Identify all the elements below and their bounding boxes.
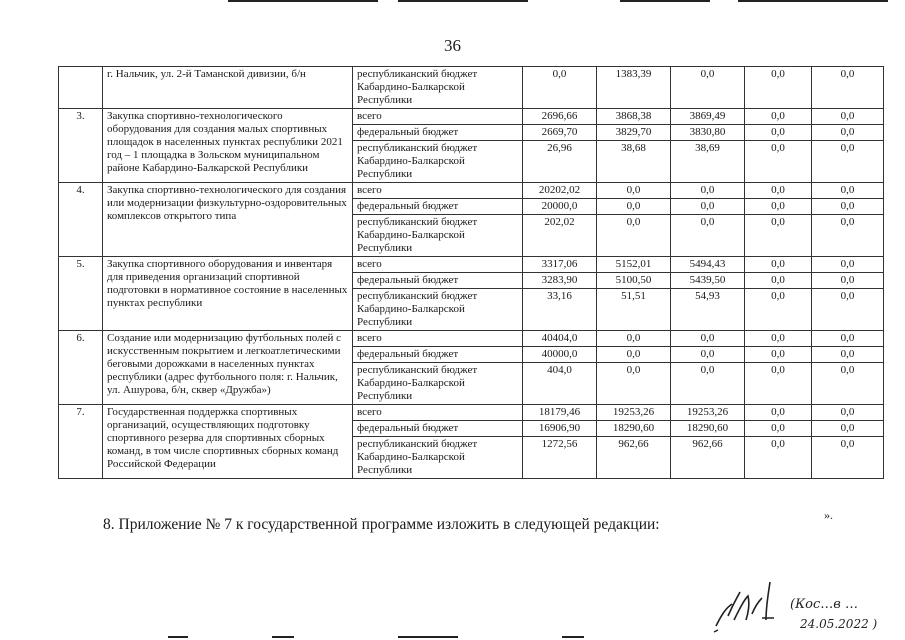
table-row [59, 183, 884, 199]
item-number-cell: 7. [59, 405, 103, 479]
amount-cell: 38,69 [671, 141, 745, 183]
amount-cell: 5152,01 [597, 257, 671, 273]
handwritten-signature [704, 574, 894, 634]
measure-description-cell: Закупка спортивно-технологического оборудования для создания малых спортивных площадок в населенных пунктах республики 2021 год – 1 площадка в Зольском муниципальном районе Кабардино-Балкарской Республики [103, 109, 353, 183]
amount-cell: 19253,26 [597, 405, 671, 421]
amount-cell: 0,0 [523, 67, 597, 109]
budget-table [58, 66, 884, 479]
funding-source-cell: республиканский бюджет Кабардино-Балкарской Республики [353, 363, 523, 405]
measure-description-cell: Закупка спортивного оборудования и инвентаря для приведения организаций спортивной подготовки в нормативное состояние в населенных пунктах республики [103, 257, 353, 331]
budget-table-body [59, 67, 884, 479]
amount-cell: 5439,50 [671, 273, 745, 289]
amount-cell: 0,0 [745, 141, 812, 183]
table-row [59, 405, 884, 421]
amount-cell: 19253,26 [671, 405, 745, 421]
amount-cell: 26,96 [523, 141, 597, 183]
signature-note-line2: 24.05.2022 ) [800, 617, 878, 631]
signature-note-line1: (Кос…в … [790, 597, 858, 612]
amount-cell: 0,0 [812, 437, 884, 479]
item-number-cell: 5. [59, 257, 103, 331]
measure-description-cell: Создание или модернизацию футбольных полей с искусственным покрытием и легкоатлетическими беговыми дорожками в населенных пунктах республики (адрес футбольного поля: г. Нальчик, ул. Ашурова, б/н, сквер «Дружба») [103, 331, 353, 405]
amount-cell: 20000,0 [523, 199, 597, 215]
amount-cell: 0,0 [812, 421, 884, 437]
amount-cell: 0,0 [812, 183, 884, 199]
measure-description-cell: Закупка спортивно-технологического для создания или модернизации физкультурно-оздоровительных комплексов открытого типа [103, 183, 353, 257]
amount-cell: 3829,70 [597, 125, 671, 141]
amount-cell: 0,0 [597, 215, 671, 257]
measure-description-cell: Государственная поддержка спортивных организаций, осуществляющих подготовку спортивного резерва для спортивных сборных команд, в том числе спортивных сборных команд Российской Федерации [103, 405, 353, 479]
amount-cell: 5494,43 [671, 257, 745, 273]
top-rule-mid [398, 0, 528, 2]
amount-cell: 0,0 [745, 125, 812, 141]
amount-cell: 0,0 [745, 109, 812, 125]
funding-source-cell: федеральный бюджет [353, 125, 523, 141]
funding-source-cell: всего [353, 257, 523, 273]
closing-quote: ». [824, 508, 833, 522]
amount-cell: 0,0 [812, 257, 884, 273]
amount-cell: 0,0 [745, 331, 812, 347]
amount-cell: 40000,0 [523, 347, 597, 363]
amount-cell: 3868,38 [597, 109, 671, 125]
item-8-text: 8. Приложение № 7 к государственной программе изложить в следующей редакции: [103, 516, 660, 533]
funding-source-cell: федеральный бюджет [353, 199, 523, 215]
amount-cell: 1272,56 [523, 437, 597, 479]
amount-cell: 0,0 [671, 215, 745, 257]
funding-source-cell: всего [353, 109, 523, 125]
amount-cell: 3869,49 [671, 109, 745, 125]
amount-cell: 0,0 [597, 199, 671, 215]
amount-cell: 54,93 [671, 289, 745, 331]
amount-cell: 0,0 [745, 215, 812, 257]
amount-cell: 0,0 [812, 331, 884, 347]
funding-source-cell: республиканский бюджет Кабардино-Балкарской Республики [353, 289, 523, 331]
funding-source-cell: федеральный бюджет [353, 421, 523, 437]
amount-cell: 0,0 [812, 215, 884, 257]
amount-cell: 51,51 [597, 289, 671, 331]
amount-cell: 0,0 [812, 347, 884, 363]
amount-cell: 16906,90 [523, 421, 597, 437]
amount-cell: 0,0 [671, 67, 745, 109]
amount-cell: 0,0 [597, 347, 671, 363]
amount-cell: 0,0 [671, 347, 745, 363]
top-rule-left [228, 0, 378, 2]
amount-cell: 38,68 [597, 141, 671, 183]
amount-cell: 20202,02 [523, 183, 597, 199]
funding-source-cell: всего [353, 405, 523, 421]
amount-cell: 3283,90 [523, 273, 597, 289]
amount-cell: 18290,60 [671, 421, 745, 437]
amount-cell: 0,0 [745, 421, 812, 437]
funding-source-cell: республиканский бюджет Кабардино-Балкарской Республики [353, 67, 523, 109]
funding-source-cell: республиканский бюджет Кабардино-Балкарской Республики [353, 141, 523, 183]
amount-cell: 962,66 [597, 437, 671, 479]
item-number-cell [59, 67, 103, 109]
table-row [59, 109, 884, 125]
funding-source-cell: федеральный бюджет [353, 273, 523, 289]
amount-cell: 0,0 [597, 183, 671, 199]
amount-cell: 0,0 [671, 331, 745, 347]
page-number: 36 [444, 36, 461, 55]
amount-cell: 3317,06 [523, 257, 597, 273]
item-number-cell: 3. [59, 109, 103, 183]
amount-cell: 0,0 [812, 199, 884, 215]
funding-source-cell: республиканский бюджет Кабардино-Балкарской Республики [353, 437, 523, 479]
amount-cell: 0,0 [812, 125, 884, 141]
amount-cell: 0,0 [671, 363, 745, 405]
amount-cell: 0,0 [745, 289, 812, 331]
amount-cell: 5100,50 [597, 273, 671, 289]
funding-source-cell: республиканский бюджет Кабардино-Балкарской Республики [353, 215, 523, 257]
amount-cell: 404,0 [523, 363, 597, 405]
bottom-mark-4 [562, 636, 584, 638]
amount-cell: 0,0 [597, 363, 671, 405]
item-number-cell: 6. [59, 331, 103, 405]
amount-cell: 0,0 [671, 199, 745, 215]
amount-cell: 0,0 [812, 273, 884, 289]
amount-cell: 962,66 [671, 437, 745, 479]
amount-cell: 0,0 [745, 347, 812, 363]
amount-cell: 0,0 [812, 405, 884, 421]
amount-cell: 202,02 [523, 215, 597, 257]
amount-cell: 0,0 [812, 67, 884, 109]
bottom-mark-2 [272, 636, 294, 638]
amount-cell: 0,0 [745, 273, 812, 289]
amount-cell: 0,0 [745, 199, 812, 215]
amount-cell: 2669,70 [523, 125, 597, 141]
amount-cell: 18290,60 [597, 421, 671, 437]
amount-cell: 18179,46 [523, 405, 597, 421]
table-row [59, 331, 884, 347]
amount-cell: 40404,0 [523, 331, 597, 347]
bottom-mark-1 [168, 636, 188, 638]
item-number-cell: 4. [59, 183, 103, 257]
amount-cell: 0,0 [745, 257, 812, 273]
amount-cell: 3830,80 [671, 125, 745, 141]
amount-cell: 0,0 [671, 183, 745, 199]
amount-cell: 0,0 [812, 109, 884, 125]
bottom-mark-3 [398, 636, 458, 638]
amount-cell: 0,0 [745, 67, 812, 109]
amount-cell: 0,0 [745, 363, 812, 405]
table-row [59, 67, 884, 109]
amount-cell: 0,0 [597, 331, 671, 347]
table-row [59, 257, 884, 273]
amount-cell: 0,0 [745, 437, 812, 479]
amount-cell: 33,16 [523, 289, 597, 331]
funding-source-cell: федеральный бюджет [353, 347, 523, 363]
amount-cell: 0,0 [745, 183, 812, 199]
amount-cell: 0,0 [812, 289, 884, 331]
top-rule-far-right [738, 0, 888, 2]
amount-cell: 0,0 [812, 363, 884, 405]
measure-description-cell: г. Нальчик, ул. 2-й Таманской дивизии, б/н [103, 67, 353, 109]
top-rule-right [620, 0, 710, 2]
amount-cell: 1383,39 [597, 67, 671, 109]
amount-cell: 2696,66 [523, 109, 597, 125]
funding-source-cell: всего [353, 183, 523, 199]
funding-source-cell: всего [353, 331, 523, 347]
amount-cell: 0,0 [812, 141, 884, 183]
amount-cell: 0,0 [745, 405, 812, 421]
